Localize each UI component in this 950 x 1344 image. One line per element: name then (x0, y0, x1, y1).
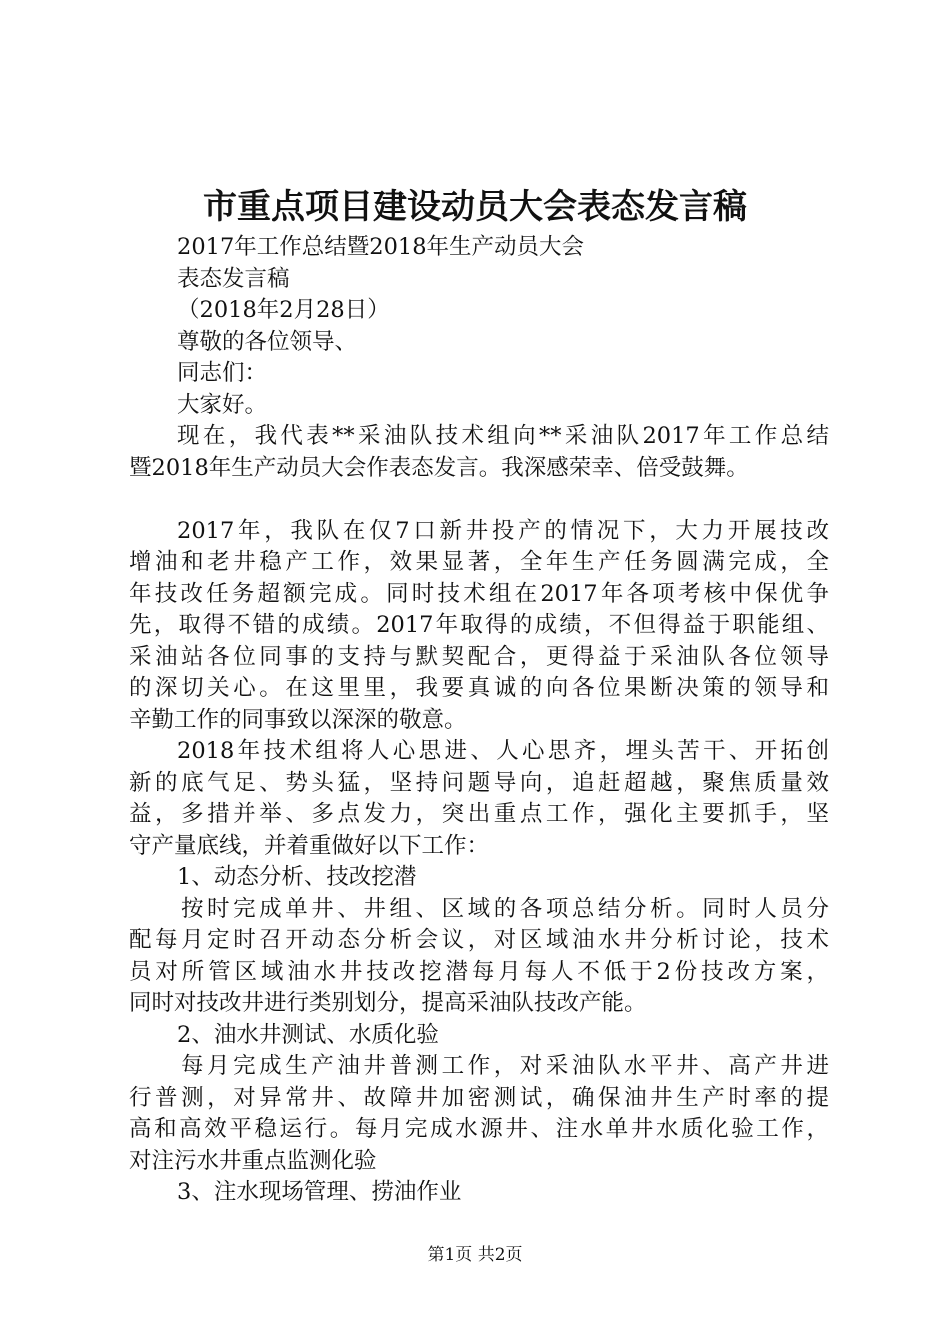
paragraph-line: 高和高效平稳运行。每月完成水源井、注水单井水质化验工作， (129, 1116, 829, 1142)
paragraph-line: 每月完成生产油井普测工作，对采油队水平井、高产井进 (181, 1053, 829, 1079)
paragraph-line: 现在，我代表**采油队技术组向**采油队2017年工作总结 (177, 423, 829, 449)
paragraph-line: 辛勤工作的同事致以深深的敬意。 (129, 706, 467, 733)
salutation-line-1: 尊敬的各位领导、 (177, 328, 358, 355)
paragraph-line: 按时完成单井、井组、区域的各项总结分析。同时人员分 (181, 895, 829, 922)
paragraph-line: 守产量底线，并着重做好以下工作： (129, 832, 490, 859)
page-number-footer: 第1页 共2页 (427, 1245, 523, 1265)
paragraph-line: 的深切关心。在这里里，我要真诚的向各位果断决策的领导和 (129, 675, 829, 701)
paragraph-line: 新的底气足、势头猛，坚持问题导向，追赶超越，聚焦质量效 (129, 769, 829, 796)
paragraph-line: 2017年，我队在仅7口新井投产的情况下，大力开展技改 (177, 517, 829, 544)
paragraph-line: 增油和老井稳产工作，效果显著，全年生产任务圆满完成，全 (129, 549, 829, 575)
date-line: （2018年2月28日） (177, 297, 390, 323)
greeting-line: 大家好。 (177, 391, 268, 418)
section-heading-1: 1、动态分析、技改挖潜 (177, 864, 417, 890)
subtitle-line-1: 2017年工作总结暨2018年生产动员大会 (177, 234, 585, 260)
paragraph-gap (129, 484, 829, 516)
paragraph-line: 员对所管区域油水井技改挖潜每月每人不低于2份技改方案， (129, 958, 829, 985)
section-heading-3: 3、注水现场管理、捞油作业 (177, 1179, 462, 1205)
document-title: 市重点项目建设动员大会表态发言稿 (203, 187, 747, 227)
document-body (129, 232, 829, 1209)
paragraph-line: 采油站各位同事的支持与默契配合，更得益于采油队各位领导 (129, 643, 829, 670)
subtitle-line-2: 表态发言稿 (177, 265, 290, 292)
paragraph-line: 配每月定时召开动态分析会议，对区域油水井分析讨论，技术 (129, 927, 829, 953)
paragraph-line: 2018年技术组将人心思进、人心思齐，埋头苦干、开拓创 (177, 738, 829, 764)
paragraph-line: 年技改任务超额完成。同时技术组在2017年各项考核中保优争 (129, 580, 829, 607)
paragraph-line: 先，取得不错的成绩。2017年取得的成绩，不但得益于职能组、 (129, 612, 829, 638)
paragraph-line: 益，多措并举、多点发力，突出重点工作，强化主要抓手，坚 (129, 801, 829, 827)
paragraph-line: 行普测，对异常井、故障井加密测试，确保油井生产时率的提 (129, 1084, 829, 1111)
paragraph-line: 对注污水井重点监测化验 (129, 1147, 377, 1174)
section-heading-2: 2、油水井测试、水质化验 (177, 1021, 439, 1048)
paragraph-line: 暨2018年生产动员大会作表态发言。我深感荣幸、倍受鼓舞。 (129, 454, 749, 481)
salutation-line-2: 同志们： (177, 360, 268, 386)
paragraph-line: 同时对技改井进行类别划分，提高采油队技改产能。 (129, 990, 647, 1016)
